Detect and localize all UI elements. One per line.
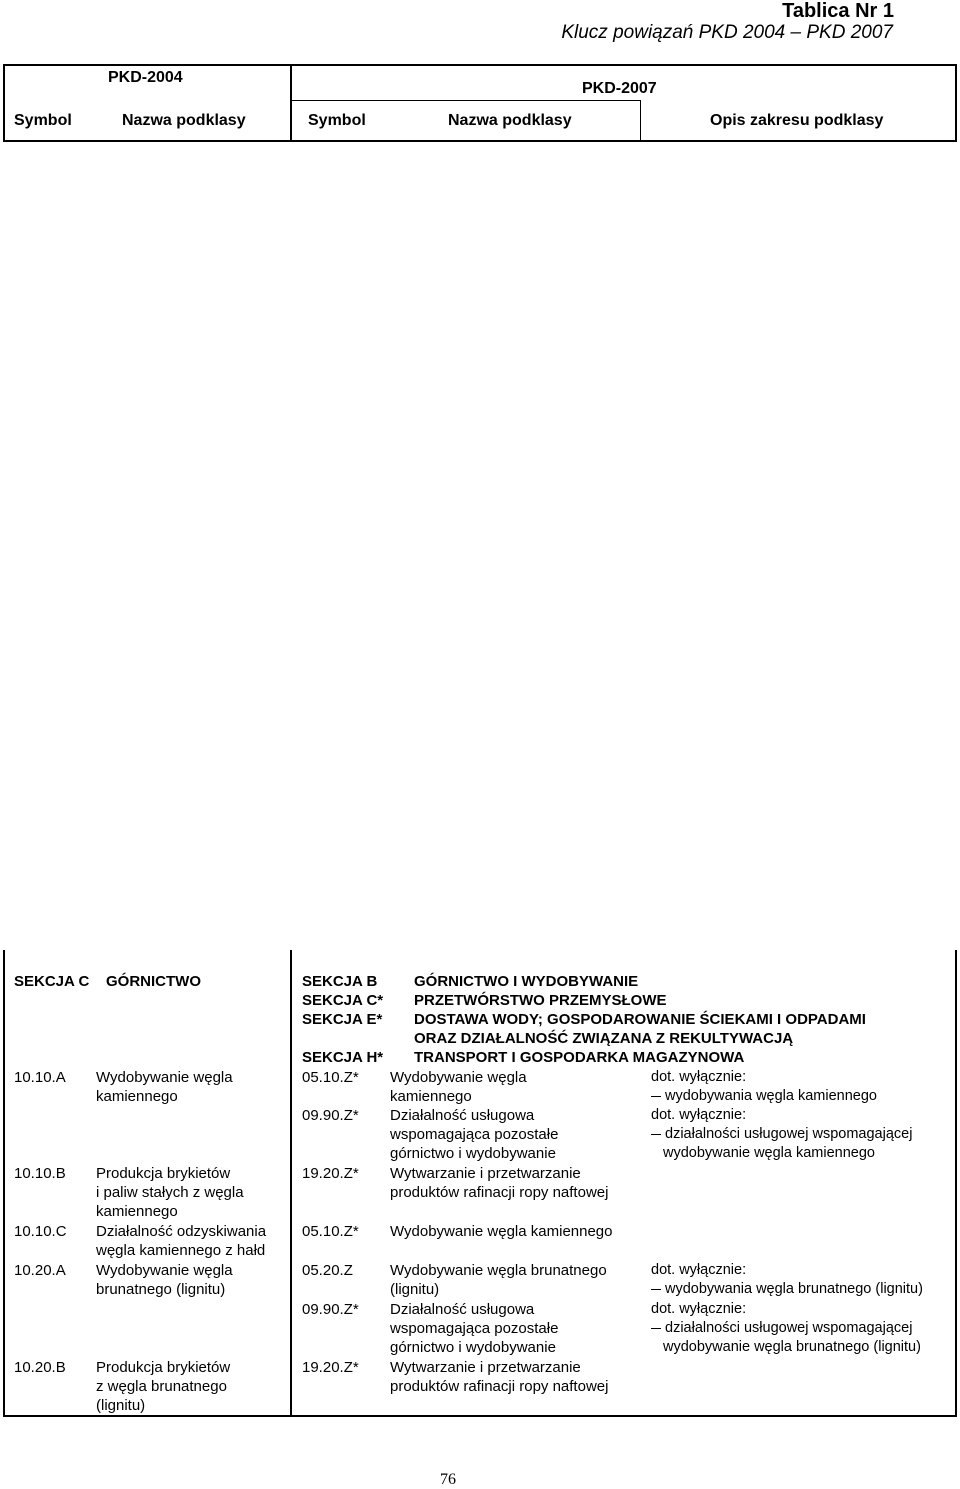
dash-bullet-icon [651, 1289, 661, 1290]
header-pkd2007: PKD-2007 [582, 80, 657, 97]
row-2004-symbol: 10.20.A [14, 1262, 66, 1279]
left-section-name: GÓRNICTWO [106, 973, 201, 990]
right-section-name: TRANSPORT I GOSPODARKA MAGAZYNOWA [414, 1049, 745, 1066]
description-item: działalności usługowej wspomagającej [651, 1125, 912, 1144]
dash-bullet-icon [651, 1134, 661, 1135]
right-section-name: PRZETWÓRSTWO PRZEMYSŁOWE [414, 992, 667, 1009]
row-2007-name: Wydobywanie węgla kamiennego [390, 1069, 527, 1105]
header-divider-1 [290, 64, 292, 142]
row-2007-symbol: 19.20.Z* [302, 1165, 359, 1182]
left-section-code: SEKCJA C [14, 973, 90, 990]
description-item: wydobywania węgla kamiennego [651, 1087, 877, 1106]
table-title: Tablica Nr 1 [782, 0, 894, 22]
header-name-2007: Nazwa podklasy [448, 112, 572, 129]
description-intro: dot. wyłącznie: [651, 1262, 747, 1278]
row-2004-name: Wydobywanie węgla kamiennego [96, 1069, 233, 1105]
row-2007-symbol: 09.90.Z* [302, 1107, 359, 1124]
row-2004-name: Produkcja brykietów z węgla brunatnego (lignitu) [96, 1359, 231, 1414]
row-2007-name: Działalność usługowa wspomagająca pozostałe górnictwo i wydobywanie [390, 1107, 559, 1162]
row-2004-symbol: 10.20.B [14, 1359, 66, 1376]
right-section-name: GÓRNICTWO I WYDOBYWANIE [414, 973, 639, 990]
row-2007-symbol: 05.20.Z [302, 1262, 353, 1279]
right-section-code: SEKCJA B [302, 973, 378, 990]
description-intro: dot. wyłącznie: [651, 1107, 747, 1123]
header-top-border [3, 64, 957, 66]
header-bottom-border [3, 140, 957, 142]
right-section-code: SEKCJA H* [302, 1049, 384, 1066]
row-2007-name: Działalność usługowa wspomagająca pozostałe górnictwo i wydobywanie [390, 1301, 559, 1356]
row-2004-symbol: 10.10.A [14, 1069, 66, 1086]
description-item: działalności usługowej wspomagającej [651, 1319, 912, 1338]
row-2007-name: Wytwarzanie i przetwarzanie produktów rafinacji ropy naftowej [390, 1165, 609, 1201]
right-section-name: DOSTAWA WODY; GOSPODAROWANIE ŚCIEKAMI I ODPADAMI ORAZ DZIAŁALNOŚĆ ZWIĄZANA Z REKULTYWACJĄ [414, 1011, 866, 1047]
row-2007-symbol: 05.10.Z* [302, 1223, 359, 1240]
row-2004-name: Wydobywanie węgla brunatnego (lignitu) [96, 1262, 233, 1298]
row-2007-name: Wytwarzanie i przetwarzanie produktów rafinacji ropy naftowej [390, 1359, 609, 1395]
body-right-border [955, 950, 957, 1417]
description-continuation: wydobywanie węgla brunatnego (lignitu) [663, 1339, 921, 1355]
right-section-code: SEKCJA E* [302, 1011, 383, 1028]
header-pkd2004: PKD-2004 [108, 69, 183, 86]
row-2007-name: Wydobywanie węgla kamiennego [390, 1223, 613, 1240]
description-intro: dot. wyłącznie: [651, 1069, 747, 1085]
header-symbol-2004: Symbol [14, 112, 72, 129]
right-section-code: SEKCJA C* [302, 992, 384, 1009]
body-divider [290, 950, 292, 1417]
header-description: Opis zakresu podklasy [710, 112, 884, 129]
dash-bullet-icon [651, 1328, 661, 1329]
row-2004-symbol: 10.10.C [14, 1223, 67, 1240]
row-2004-name: Działalność odzyskiwania węgla kamiennego z hałd [96, 1223, 267, 1259]
header-left-border [3, 64, 5, 142]
description-item: wydobywania węgla brunatnego (lignitu) [651, 1280, 923, 1299]
row-2007-symbol: 09.90.Z* [302, 1301, 359, 1318]
header-divider-2 [640, 100, 641, 142]
row-2004-symbol: 10.10.B [14, 1165, 66, 1182]
body-left-border [3, 950, 5, 1417]
header-name-2004: Nazwa podklasy [122, 112, 246, 129]
header-symbol-2007: Symbol [308, 112, 366, 129]
description-continuation: wydobywanie węgla kamiennego [663, 1145, 875, 1161]
table-subtitle: Klucz powiązań PKD 2004 – PKD 2007 [561, 22, 893, 43]
body-bottom-border [3, 1415, 957, 1417]
row-2004-name: Produkcja brykietów i paliw stałych z węgla kamiennego [96, 1165, 244, 1220]
header-sub-border [292, 100, 640, 101]
description-intro: dot. wyłącznie: [651, 1301, 747, 1317]
header-right-border [955, 64, 957, 142]
row-2007-name: Wydobywanie węgla brunatnego (lignitu) [390, 1262, 607, 1298]
row-2007-symbol: 19.20.Z* [302, 1359, 359, 1376]
page-number: 76 [440, 1471, 456, 1488]
dash-bullet-icon [651, 1096, 661, 1097]
row-2007-symbol: 05.10.Z* [302, 1069, 359, 1086]
